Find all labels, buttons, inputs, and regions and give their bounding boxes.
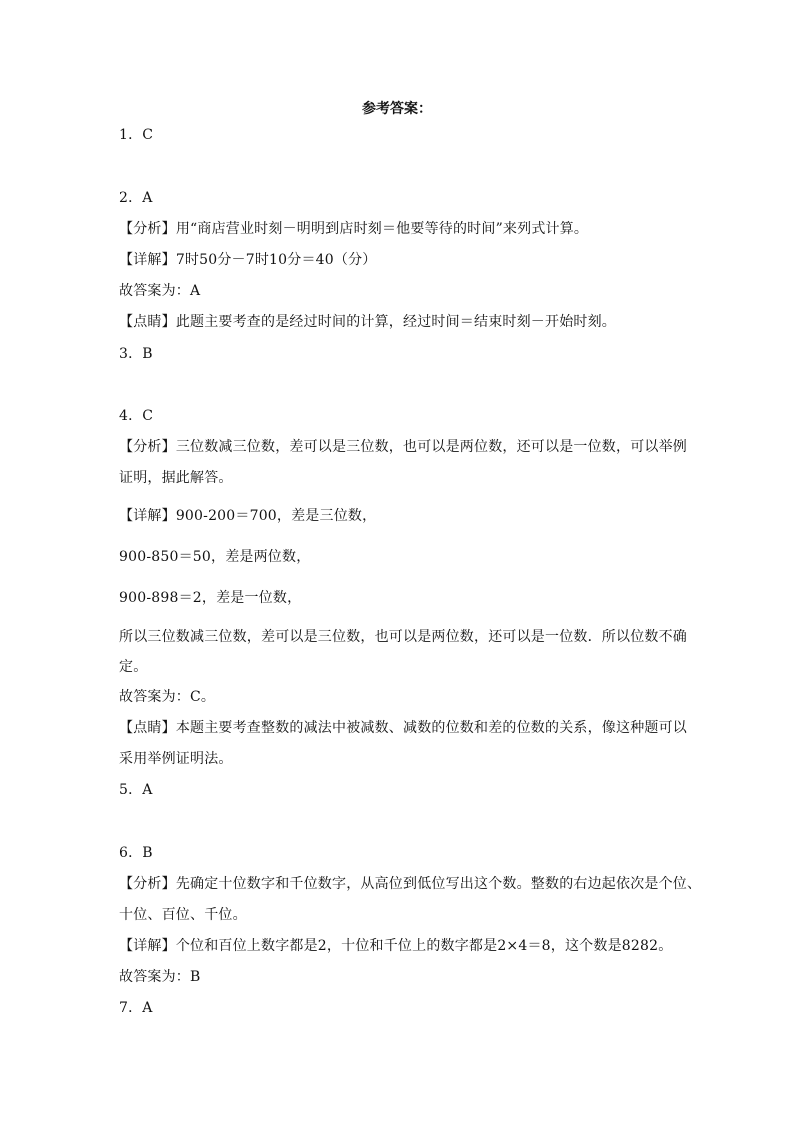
q4-analysis: [119, 436, 687, 456]
analysis-tag: 【分析】: [119, 221, 176, 237]
q6-detail-text: 个位和百位上数字都是2，十位和千位上的数字都是2×4＝8，这个数是8282。: [175, 938, 673, 954]
q2-remark: [119, 311, 616, 331]
answer-2: 2．A: [119, 190, 153, 206]
analysis-tag: 【分析】: [119, 439, 176, 455]
page-title: 参考答案：: [362, 101, 432, 117]
q2-analysis: [119, 218, 588, 238]
q4-detail-text-1: 900-200＝700，差是三位数，: [175, 508, 377, 524]
q2-analysis-text: 用“商店营业时刻－明明到店时刻＝他要等待的时间”来列式计算。: [175, 221, 589, 237]
q4-remark-text-1: 本题主要考查整数的减法中被减数、减数的位数和差的位数的关系，像这种题可以: [175, 720, 688, 736]
answer-4: 4．C: [119, 408, 154, 424]
analysis-tag: 【分析】: [119, 876, 176, 892]
answer-6: 6．B: [119, 845, 153, 861]
q4-conclusion-2: 定。: [119, 659, 148, 675]
q2-detail-text: 7时50分－7时10分＝40（分）: [175, 252, 377, 268]
q4-remark-cont: 采用举例证明法。: [119, 751, 233, 767]
q4-analysis-text-1: 三位数减三位数，差可以是三位数，也可以是两位数，还可以是一位数，可以举例: [175, 439, 688, 455]
q2-detail: [119, 249, 376, 269]
q4-conclusion-1: 所以三位数减三位数，差可以是三位数，也可以是两位数，还可以是一位数．所以位数不确: [119, 629, 687, 645]
q4-remark: [119, 717, 687, 737]
q4-analysis-cont: 证明，据此解答。: [119, 470, 233, 486]
q6-answer: 故答案为：B: [119, 969, 201, 985]
remark-tag: 【点睛】: [119, 314, 176, 330]
q2-answer: 故答案为：A: [119, 283, 201, 299]
answer-3: 3．B: [119, 346, 153, 362]
detail-tag: 【详解】: [119, 508, 176, 524]
answer-7: 7．A: [119, 1000, 153, 1016]
q6-analysis-text-1: 先确定十位数字和千位数字，从高位到低位写出这个数。整数的右边起依次是个位、: [175, 876, 702, 892]
answer-1: 1．C: [119, 127, 154, 143]
q2-remark-text: 此题主要考查的是经过时间的计算，经过时间＝结束时刻－开始时刻。: [175, 314, 617, 330]
q4-detail-2: 900-850＝50，差是两位数，: [119, 549, 311, 565]
q4-detail: [119, 505, 376, 525]
q4-answer: 故答案为：C。: [119, 689, 216, 705]
q4-detail-3: 900-898＝2，差是一位数，: [119, 590, 302, 606]
q6-analysis-cont: 十位、百位、千位。: [119, 907, 247, 923]
detail-tag: 【详解】: [119, 252, 176, 268]
q6-analysis: [119, 873, 701, 893]
remark-tag: 【点睛】: [119, 720, 176, 736]
detail-tag: 【详解】: [119, 938, 176, 954]
answer-5: 5．A: [119, 782, 153, 798]
q6-detail: [119, 935, 672, 955]
